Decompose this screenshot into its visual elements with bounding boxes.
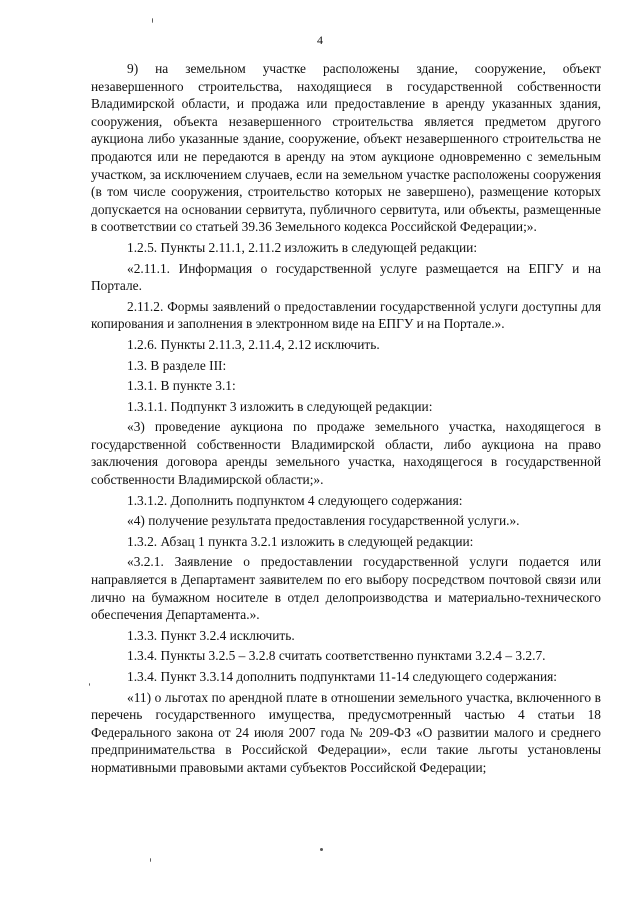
paragraph-item-11: «11) о льготах по арендной плате в отношении земельного участка, включенного в перечень государственного имущества, предусмотренный частью 4 статьи 18 Федерального закона от 24 июля 2007 года № 209-ФЗ «О развитии малого и среднего предпринимательства в Российской Федерации», если такие льготы установлены нормативными правовыми актами субъектов Российской Федерации; [91,689,601,775]
paragraph-item-4: «4) получение результата предоставления государственной услуги.». [127,513,520,529]
paragraph-1-3-2: 1.3.2. Абзац 1 пункта 3.2.1 изложить в следующей редакции: [127,533,474,549]
paragraph-1-3-4-supplement: 1.3.4. Пункт 3.3.14 дополнить подпунктами 11-14 следующего содержания: [127,669,558,684]
paragraph-item-9: 9) на земельном участке расположены здание, сооружение, объект незавершенного строительства, находящиеся в государственной собственности Владимирской области, и продажа или предоставление в аренду указанных здания, сооружения, объекта незавершенного строительства является предметом другого аукциона либо указанные здание, сооружение, объект незавершенного строительства не продаются или не передаются в аренду на этом аукционе одновременно с земельным участком, за исключением случаев, если на земельном участке расположены сооружения (в том числе сооружения, строительство которых не завершено), размещение которых допускается на основании сервитута, публичного сервитута, или объекты, размещенные в соответствии со статьей 39.36 Земельного кодекса Российской Федерации;». [91,61,601,235]
paragraph-1-3: 1.3. В разделе III: [127,357,227,373]
page-number: 4 [317,33,323,47]
paragraph-2-11-2: 2.11.2. Формы заявлений о предоставлении государственной услуги доступны для копирования и заполнения в электронном виде на ЕПГУ и на Портале.». [91,298,601,332]
paragraph-1-3-4-renumber: 1.3.4. Пункты 3.2.5 – 3.2.8 считать соответственно пунктами 3.2.4 – 3.2.7. [127,648,546,664]
paragraph-1-2-5: 1.2.5. Пункты 2.11.1, 2.11.2 изложить в следующей редакции: [127,239,478,255]
paragraph-3-2-1: «3.2.1. Заявление о предоставлении государственной услуги подается или направляется в Департамент заявителем по его выбору посредством почтовой связи или лично на бумажном носителе в отдел делопроизводства и материально-технического обеспечения Департамента.». [91,554,601,623]
paragraph-1-2-6: 1.2.6. Пункты 2.11.3, 2.11.4, 2.12 исключить. [127,336,380,352]
paragraph-1-3-1-1: 1.3.1.1. Подпункт 3 изложить в следующей редакции: [127,398,433,414]
document-body [91,60,601,777]
paragraph-1-3-1: 1.3.1. В пункте 3.1: [127,378,236,394]
scan-speck [320,848,323,851]
scan-speck [150,858,151,862]
scan-speck [89,683,90,686]
paragraph-2-11-1: «2.11.1. Информация о государственной услуге размещается на ЕПГУ и на Портале. [91,260,601,294]
paragraph-1-3-3: 1.3.3. Пункт 3.2.4 исключить. [127,627,295,643]
paragraph-item-3: «3) проведение аукциона по продаже земельного участка, находящегося в государственной собственности Владимирской области, либо аукциона на право заключения договора аренды земельного участка, находящегося в государственной собственности Владимирской области;». [91,419,601,488]
scan-speck [152,18,153,23]
paragraph-1-3-1-2: 1.3.1.2. Дополнить подпунктом 4 следующего содержания: [127,492,463,508]
